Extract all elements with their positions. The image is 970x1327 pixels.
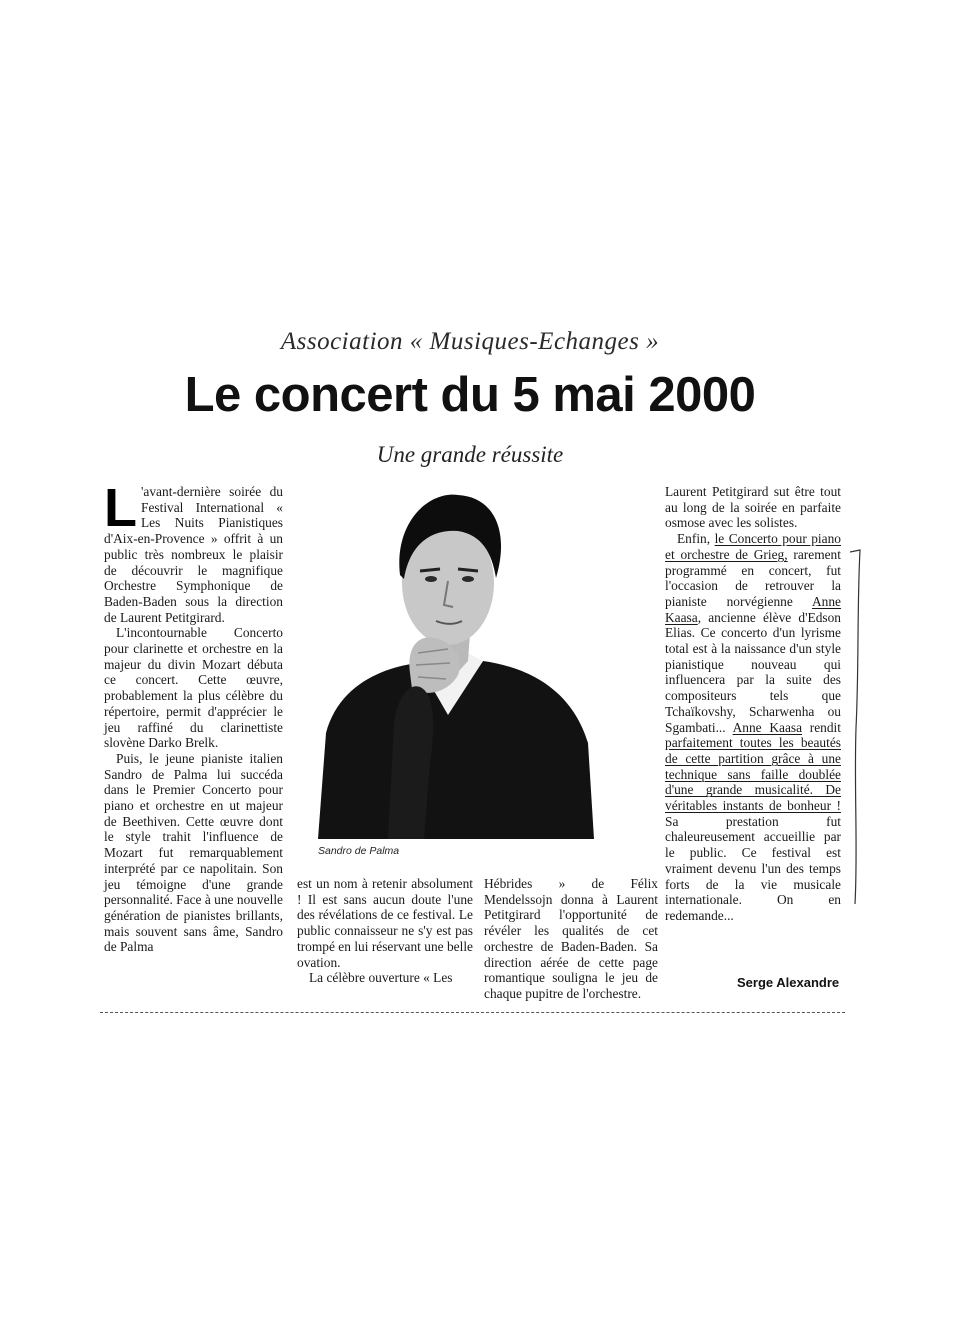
drop-cap: L (104, 478, 137, 538)
photo-caption: Sandro de Palma (318, 845, 400, 857)
underlined-name: Anne Kaasa (665, 593, 841, 625)
text-run: Enfin, (677, 531, 711, 547)
paragraph-6: Hébrides » de Félix Mendelssojn donna à Laurent Petitgirard l'opportunité de révéler les qualités de cet orchestre de Baden-Baden. Sa direction aérée de cette page romantique souligna le jeu de chaque pupitre de l'orchestre. (484, 876, 658, 1001)
margin-bracket-mark (850, 548, 864, 908)
article-subheadline: Une grande réussite (376, 442, 564, 467)
paragraph-4: est un nom à retenir absolument ! Il est sans aucun doute l'une des révélations de ce festival. Le public connaisseur ne s'y est pas trompé en lui réservant une belle ovation. (297, 876, 473, 970)
text-run: rarement programmé en concert, fut l'occasion de retrouver la pianiste norvégienne (665, 546, 841, 609)
paragraph-1-text: 'avant-dernière soirée du Festival International « Les Nuits Pianistiques d'Aix-en-Provence » offrit à un public très nombreux le plaisir de découvrir le magnifique Orchestre Symphonique de Baden-Baden sous la direction de Laurent Petitgirard. (104, 484, 283, 625)
portrait-illustration (298, 483, 603, 839)
article-column-2 (297, 876, 473, 986)
paragraph-5: La célèbre ouverture « Les (309, 970, 453, 986)
article-byline: Serge Alexandre (737, 975, 840, 990)
text-run: , ancienne élève d'Edson Elias. Ce concerto d'un lyrisme total est à la naissance d'un style pianistique nouveau qui influencera par la suite des compositeurs tels que Tchaïkovshy, Scharwenha ou Sgambati... (665, 609, 841, 735)
article-column-3 (484, 876, 658, 1002)
paragraph-3: Puis, le jeune pianiste italien Sandro de Palma lui succéda dans le Premier Concerto pour piano et orchestre en ut majeur de Beethiven. Cette œuvre dont le style trahit l'influence de Mozart fut remarquablement interprété par ce napolitain. Son jeu témoigne d'une grande personnalité. Face à une nouvelle génération de pianistes brillants, mais souvent sans âme, Sandro de Palma (104, 750, 283, 955)
portrait-photo (298, 483, 603, 839)
underlined-name: Anne Kaasa (732, 719, 803, 735)
paragraph-1 (104, 478, 283, 625)
text-run: Sa prestation fut chaleureusement accueillie par le public. Ce festival est vraiment devenu l'un des temps forts de la vie musicale internationale. On en redemande... (665, 813, 841, 923)
paragraph-7: Laurent Petitgirard sut être tout au long de la soirée en parfaite osmose avec les solistes. (665, 484, 841, 531)
article-headline: Le concert du 5 mai 2000 (184, 368, 756, 422)
text-run: rendit (809, 719, 841, 735)
underlined-phrase: le Concerto pour piano et orchestre de Grieg, (665, 531, 841, 562)
paragraph-8 (665, 531, 841, 924)
article-kicker: Association « Musiques-Echanges » (280, 328, 660, 355)
article-column-4 (665, 484, 841, 924)
bottom-rule (100, 1012, 845, 1013)
paragraph-2: L'incontournable Concerto pour clarinette et orchestre en la majeur du divin Mozart débuta ce concert. Cette œuvre, probablement la plus célèbre du répertoire, permit d'apprécier le jeu raffiné du clarinettiste slovène Darko Brelk. (104, 625, 283, 751)
article-column-1 (104, 478, 283, 955)
underlined-phrase: parfaitement toutes les beautés de cette partition grâce à une technique sans faille doublée d'une grande musicalité. De véritables instants de bonheur ! (665, 735, 841, 814)
